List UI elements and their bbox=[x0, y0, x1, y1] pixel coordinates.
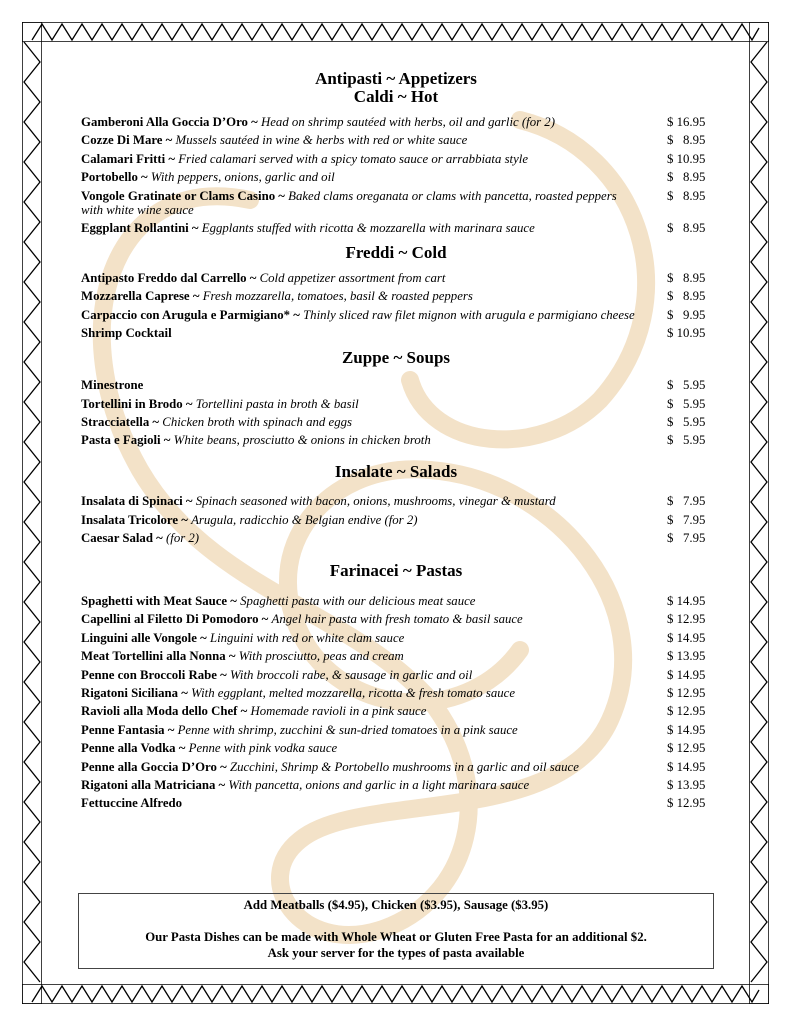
item-name: Minestrone bbox=[81, 378, 144, 393]
item-price: $ 10.95 bbox=[667, 326, 706, 341]
menu-item bbox=[81, 378, 711, 392]
item-description: With prosciutto, peas and cream bbox=[238, 649, 404, 664]
item-price: $ 8.95 bbox=[667, 270, 706, 285]
item-price: $ 14.95 bbox=[667, 759, 706, 774]
section-title: Farinacei ~ Pastas bbox=[329, 561, 463, 581]
item-price: $ 5.95 bbox=[667, 414, 706, 429]
menu-item bbox=[81, 778, 711, 792]
section-title: Freddi ~ Cold bbox=[345, 242, 447, 262]
item-name: Spaghetti with Meat Sauce ~ bbox=[81, 594, 237, 609]
menu-item bbox=[81, 531, 711, 545]
item-name: Rigatoni alla Matriciana ~ bbox=[81, 777, 226, 792]
menu-section bbox=[81, 349, 711, 447]
item-description: Spaghetti pasta with our delicious meat sauce bbox=[240, 594, 476, 609]
item-description: Chicken broth with spinach and eggs bbox=[162, 414, 352, 429]
item-description: White beans, prosciutto & onions in chicken broth bbox=[173, 433, 431, 448]
item-price: $ 12.95 bbox=[667, 686, 706, 701]
pasta-note-box bbox=[78, 893, 714, 969]
item-description: Penne with pink vodka sauce bbox=[188, 741, 338, 756]
pasta-server-text: Ask your server for the types of pasta available bbox=[267, 946, 525, 960]
menu-item bbox=[81, 289, 711, 303]
item-price: $ 7.95 bbox=[667, 512, 706, 527]
item-price: $ 8.95 bbox=[667, 170, 706, 185]
item-description: With broccoli rabe, & sausage in garlic and oil bbox=[229, 667, 473, 682]
item-name: Linguini alle Vongole ~ bbox=[81, 630, 207, 645]
item-name: Capellini al Filetto Di Pomodoro ~ bbox=[81, 612, 269, 627]
item-description: Tortellini pasta in broth & basil bbox=[195, 396, 359, 411]
ornamental-border-top bbox=[22, 22, 769, 42]
item-description: Baked clams oreganata or clams with pancetta, roasted peppers with white wine sauce bbox=[81, 188, 617, 217]
item-price: $ 5.95 bbox=[667, 378, 706, 393]
section-title: Insalate ~ Salads bbox=[334, 462, 458, 482]
section-title: Caldi ~ Hot bbox=[353, 87, 439, 106]
item-price: $ 5.95 bbox=[667, 396, 706, 411]
item-description: Fried calamari served with a spicy tomato sauce or arrabbiata style bbox=[178, 151, 529, 166]
item-description: With eggplant, melted mozzarella, ricotta & fresh tomato sauce bbox=[191, 686, 516, 701]
menu-item bbox=[81, 308, 711, 322]
menu-item bbox=[81, 741, 711, 755]
item-name: Antipasto Freddo dal Carrello ~ bbox=[81, 270, 257, 285]
item-name: Ravioli alla Moda dello Chef ~ bbox=[81, 704, 248, 719]
item-price: $ 9.95 bbox=[667, 307, 706, 322]
item-name: Vongole Gratinate or Clams Casino ~ bbox=[81, 188, 285, 203]
item-description: Penne with shrimp, zucchini & sun-dried tomatoes in a pink sauce bbox=[177, 722, 518, 737]
item-name: Portobello ~ bbox=[81, 170, 148, 185]
menu-section bbox=[81, 562, 711, 810]
menu-body bbox=[81, 70, 711, 815]
item-price: $ 7.95 bbox=[667, 494, 706, 509]
menu-item bbox=[81, 704, 711, 718]
menu-item bbox=[81, 723, 711, 737]
ornamental-border-left bbox=[22, 22, 42, 1004]
menu-item bbox=[81, 397, 711, 411]
item-price: $ 12.95 bbox=[667, 612, 706, 627]
item-price: $ 12.95 bbox=[667, 796, 706, 811]
menu-item bbox=[81, 796, 711, 810]
menu-item bbox=[81, 649, 711, 663]
item-name: Penne Fantasia ~ bbox=[81, 722, 175, 737]
pasta-options-text: Our Pasta Dishes can be made with Whole Wheat or Gluten Free Pasta for an additional $2. bbox=[145, 930, 647, 944]
item-name: Penne con Broccoli Rabe ~ bbox=[81, 667, 227, 682]
item-price: $ 12.95 bbox=[667, 704, 706, 719]
item-name: Pasta e Fagioli ~ bbox=[81, 433, 171, 448]
item-price: $ 7.95 bbox=[667, 531, 706, 546]
menu-item bbox=[81, 133, 711, 147]
menu-item bbox=[81, 221, 711, 235]
item-name: Cozze Di Mare ~ bbox=[81, 133, 173, 148]
item-description: Linguini with red or white clam sauce bbox=[209, 630, 405, 645]
item-description: Head on shrimp sautéed with herbs, oil and garlic (for 2) bbox=[261, 115, 555, 129]
item-price: $ 8.95 bbox=[667, 188, 706, 203]
menu-item bbox=[81, 152, 711, 166]
item-price: $ 14.95 bbox=[667, 594, 706, 609]
menu-item bbox=[81, 760, 711, 774]
menu-item bbox=[81, 631, 711, 645]
item-name: Shrimp Cocktail bbox=[81, 326, 172, 341]
item-price: $ 14.95 bbox=[667, 630, 706, 645]
item-name: Rigatoni Siciliana ~ bbox=[81, 686, 188, 701]
menu-item bbox=[81, 594, 711, 608]
item-description: Eggplants stuffed with ricotta & mozzarella with marinara sauce bbox=[201, 220, 535, 235]
item-name: Penne alla Goccia D’Oro ~ bbox=[81, 759, 227, 774]
item-description: Spinach seasoned with bacon, onions, mushrooms, vinegar & mustard bbox=[195, 494, 556, 509]
menu-item bbox=[81, 612, 711, 626]
item-description: With pancetta, onions and garlic in a light marinara sauce bbox=[228, 777, 530, 792]
item-price: $ 14.95 bbox=[667, 722, 706, 737]
item-description: Thinly sliced raw filet mignon with arugula e parmigiano cheese bbox=[303, 307, 635, 322]
item-description: Fresh mozzarella, tomatoes, basil & roasted peppers bbox=[202, 289, 473, 304]
menu-item bbox=[81, 668, 711, 682]
item-price: $ 13.95 bbox=[667, 777, 706, 792]
ornamental-border-bottom bbox=[22, 984, 769, 1004]
item-price: $ 16.95 bbox=[667, 115, 706, 129]
item-name: Fettuccine Alfredo bbox=[81, 796, 183, 811]
item-name: Mozzarella Caprese ~ bbox=[81, 289, 200, 304]
item-name: Stracciatella ~ bbox=[81, 414, 160, 429]
item-name: Caesar Salad ~ bbox=[81, 531, 163, 546]
item-name: Gamberoni Alla Goccia D’Oro ~ bbox=[81, 115, 258, 129]
item-price: $ 8.95 bbox=[667, 220, 706, 235]
addons-text: Add Meatballs ($4.95), Chicken ($3.95), Sausage ($3.95) bbox=[243, 898, 549, 912]
menu-item bbox=[81, 326, 711, 340]
item-name: Penne alla Vodka ~ bbox=[81, 741, 186, 756]
item-description: Homemade ravioli in a pink sauce bbox=[250, 704, 427, 719]
menu-item bbox=[81, 686, 711, 700]
item-price: $ 10.95 bbox=[667, 151, 706, 166]
menu-item bbox=[81, 433, 711, 447]
item-description: (for 2) bbox=[166, 531, 200, 546]
item-name: Meat Tortellini alla Nonna ~ bbox=[81, 649, 236, 664]
menu-item bbox=[81, 170, 711, 184]
item-name: Insalata Tricolore ~ bbox=[81, 512, 188, 527]
item-name: Carpaccio con Arugula e Parmigiano* ~ bbox=[81, 307, 300, 322]
item-description: Arugula, radicchio & Belgian endive (for 2) bbox=[191, 512, 418, 527]
item-name: Tortellini in Brodo ~ bbox=[81, 396, 193, 411]
item-price: $ 13.95 bbox=[667, 649, 706, 664]
menu-section bbox=[81, 463, 711, 545]
item-price: $ 8.95 bbox=[667, 289, 706, 304]
item-name: Eggplant Rollantini ~ bbox=[81, 220, 199, 235]
item-description: Cold appetizer assortment from cart bbox=[259, 270, 446, 285]
item-name: Calamari Fritti ~ bbox=[81, 151, 176, 166]
item-price: $ 5.95 bbox=[667, 433, 706, 448]
item-price: $ 14.95 bbox=[667, 667, 706, 682]
menu-item bbox=[81, 189, 711, 217]
item-description: Angel hair pasta with fresh tomato & basil sauce bbox=[271, 612, 523, 627]
section-title: Antipasti ~ Appetizers bbox=[315, 69, 477, 88]
menu-item bbox=[81, 513, 711, 527]
menu-section bbox=[81, 244, 711, 340]
item-price: $ 12.95 bbox=[667, 741, 706, 756]
item-name: Insalata di Spinaci ~ bbox=[81, 494, 193, 509]
item-description: Mussels sautéed in wine & herbs with red or white sauce bbox=[175, 133, 468, 148]
menu-item bbox=[81, 415, 711, 429]
item-description: With peppers, onions, garlic and oil bbox=[150, 170, 335, 185]
section-title: Zuppe ~ Soups bbox=[341, 348, 451, 368]
ornamental-border-right bbox=[749, 22, 769, 1004]
menu-section bbox=[81, 70, 711, 235]
item-description: Zucchini, Shrimp & Portobello mushrooms in a garlic and oil sauce bbox=[229, 759, 579, 774]
item-price: $ 8.95 bbox=[667, 133, 706, 148]
menu-item bbox=[81, 115, 711, 129]
menu-item bbox=[81, 271, 711, 285]
menu-item bbox=[81, 494, 711, 508]
